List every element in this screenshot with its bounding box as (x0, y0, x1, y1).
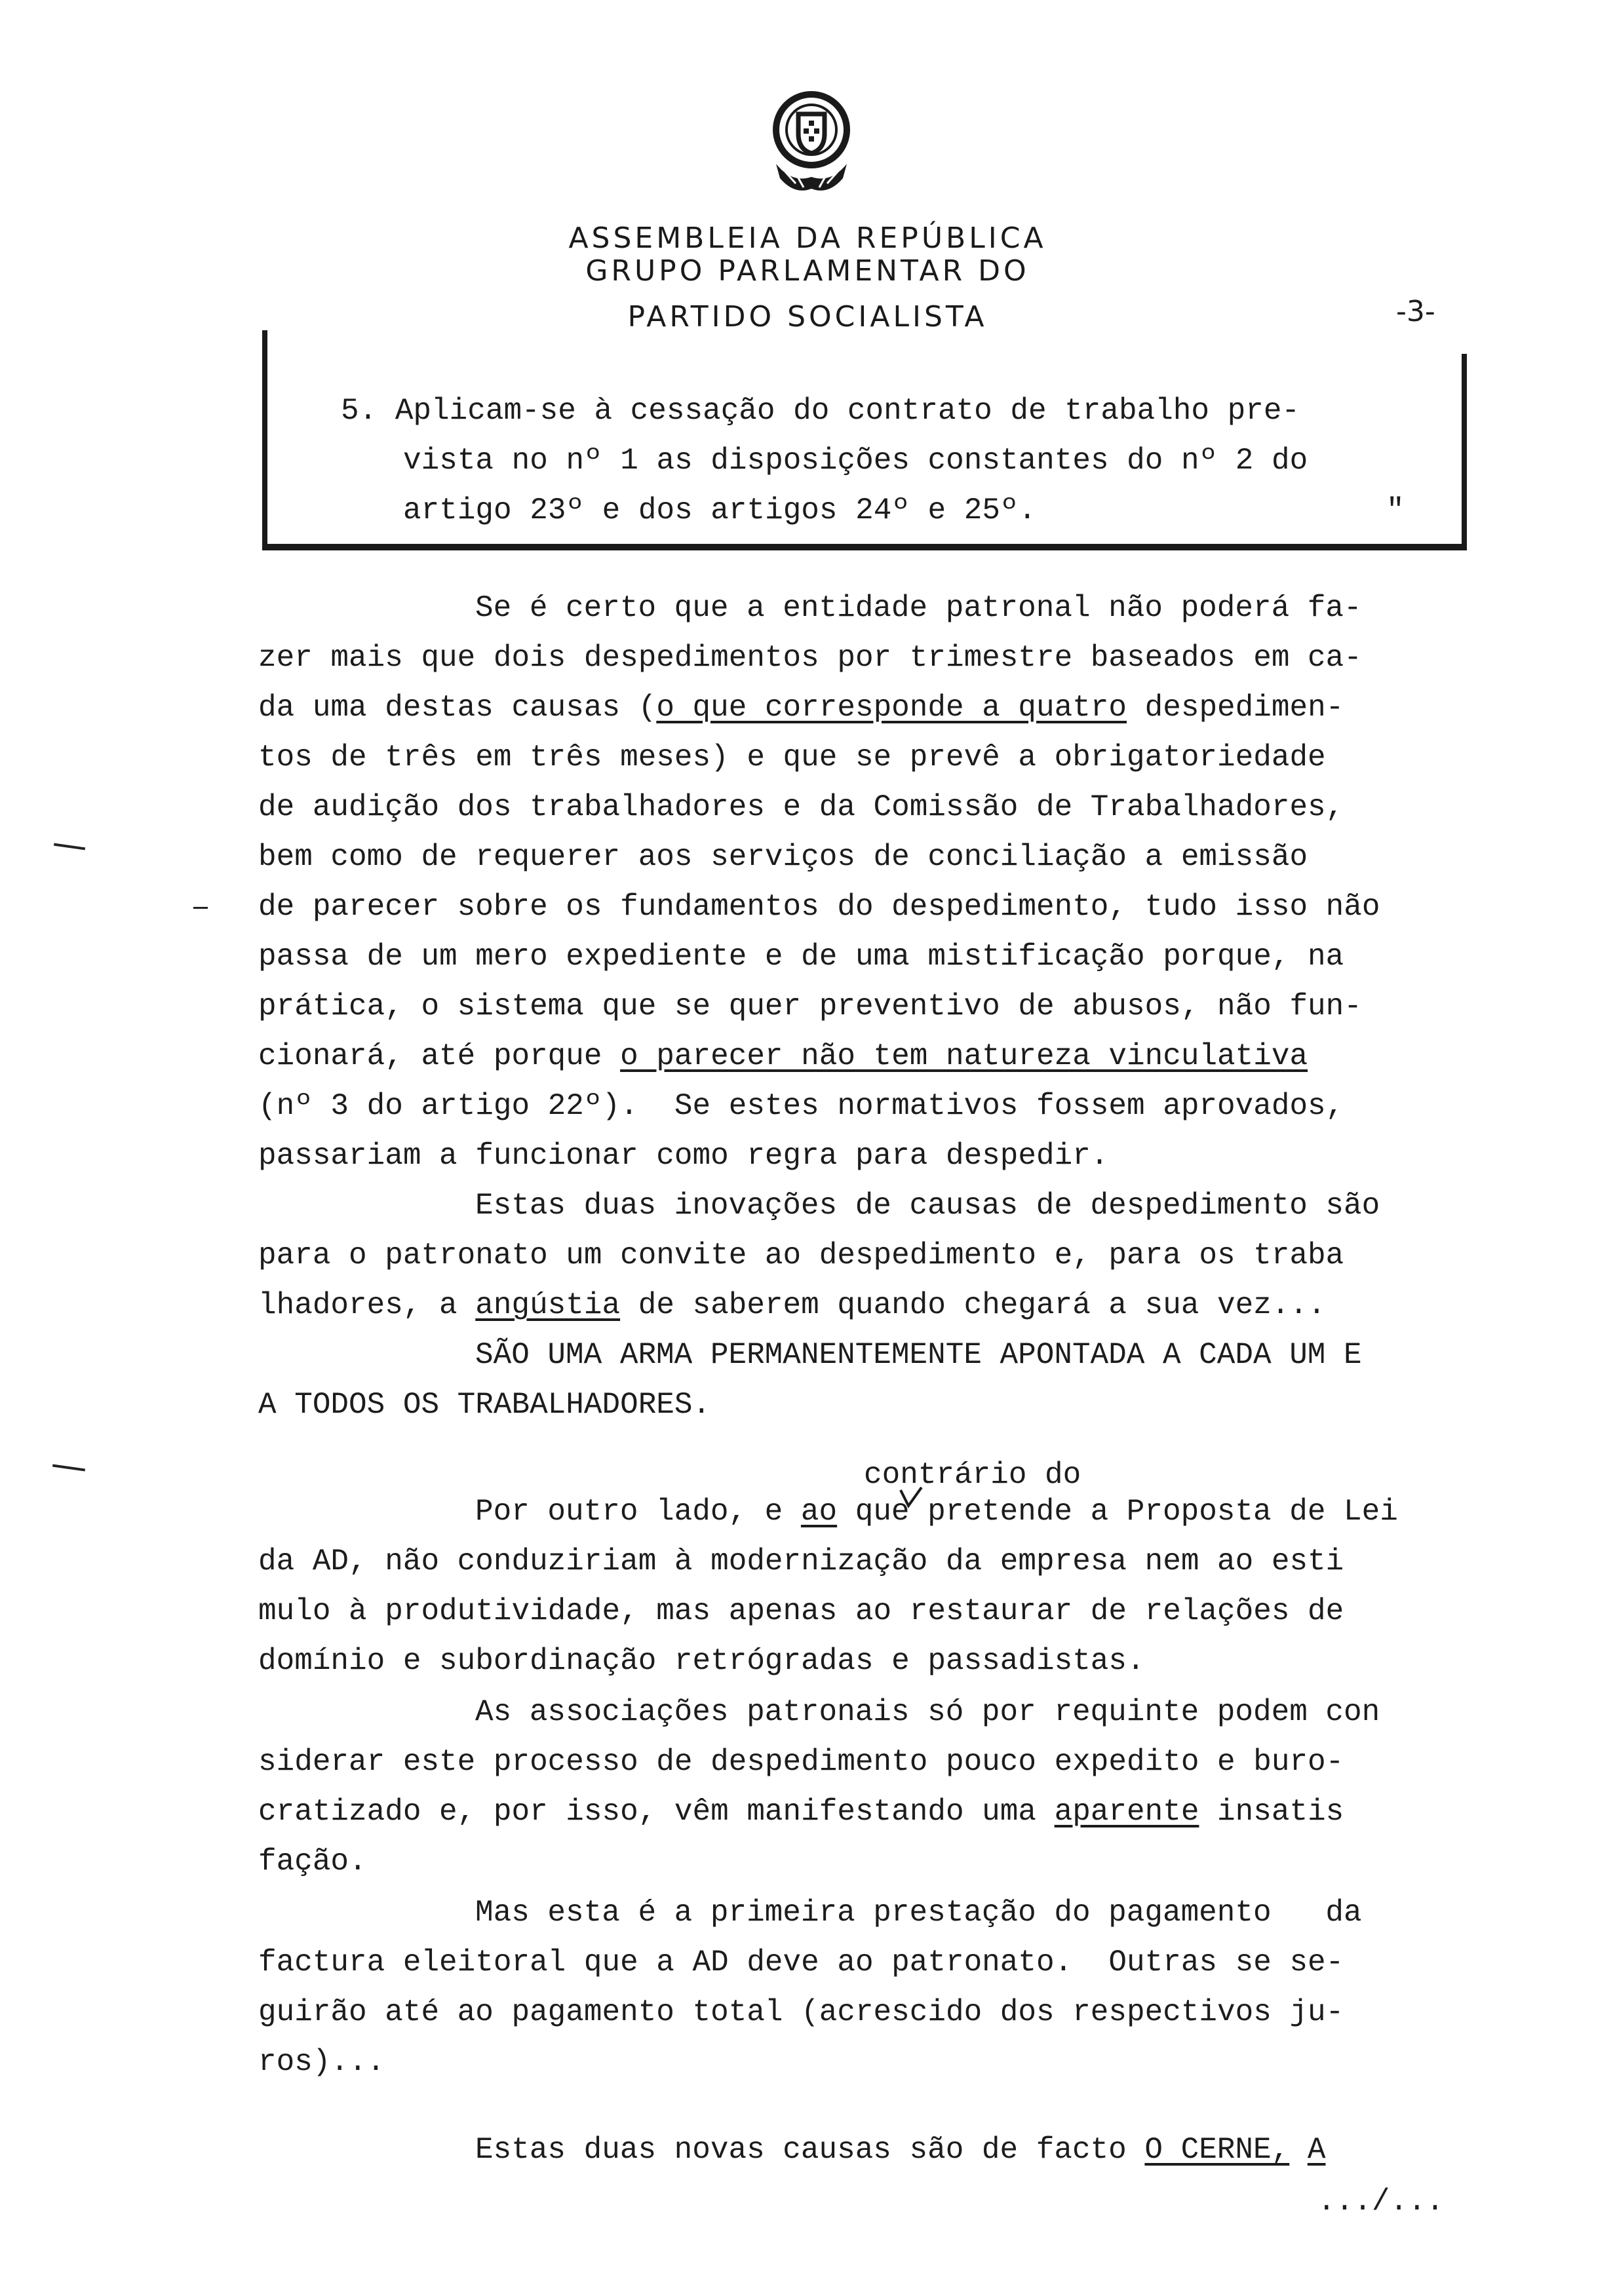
paragraph-line: siderar este processo de despedimento pouco expedito e buro- (258, 1745, 1344, 1779)
paragraph-line: tos de três em três meses) e que se prevê a obrigatoriedade (258, 740, 1326, 775)
paragraph-line: A TODOS OS TRABALHADORES. (258, 1388, 711, 1422)
paragraph-line: bem como de requerer aos serviços de conciliação a emissão (258, 840, 1308, 874)
coat-of-arms-icon (766, 85, 857, 200)
quote-line: vista no nº 1 as disposições constantes do nº 2 do (403, 444, 1308, 478)
paragraph-line: ros)... (258, 2045, 385, 2079)
underlined-phrase: o parecer não tem natureza vinculativa (620, 1039, 1308, 1073)
paragraph-line: Estas duas novas causas são de facto O CERNE, A (475, 2133, 1326, 2167)
paragraph-line: factura eleitoral que a AD deve ao patronato. Outras se se- (258, 1945, 1344, 1980)
margin-mark (54, 843, 85, 851)
underlined-word: aparente (1054, 1795, 1199, 1829)
paragraph-line: lhadores, a angústia de saberem quando chegará a sua vez... (258, 1288, 1326, 1322)
underlined-phrase: O CERNE, (1144, 2133, 1290, 2167)
margin-mark (52, 1464, 85, 1472)
paragraph-line: guirão até ao pagamento total (acrescido dos respectivos ju- (258, 1995, 1344, 2029)
paragraph-line: passa de um mero expediente e de uma mistificação porque, na (258, 940, 1344, 974)
paragraph-line: cratizado e, por isso, vêm manifestando uma aparente insatis (258, 1795, 1344, 1829)
quote-line: 5. Aplicam-se à cessação do contrato de trabalho pre- (341, 394, 1300, 428)
paragraph-line: fação. (258, 1845, 367, 1879)
paragraph-line: domínio e subordinação retrógradas e passadistas. (258, 1644, 1145, 1678)
paragraph-line: Estas duas inovações de causas de despedimento são (475, 1189, 1380, 1223)
paragraph-line: cionará, até porque o parecer não tem natureza vinculativa (258, 1039, 1308, 1073)
underlined-phrase: o que corresponde a quatro (656, 691, 1127, 725)
paragraph-line: para o patronato um convite ao despedimento e, para os traba (258, 1238, 1344, 1272)
paragraph-line: da AD, não conduziriam à modernização da empresa nem ao esti (258, 1544, 1344, 1578)
paragraph-line: Por outro lado, e ao que pretende a Proposta de Lei (475, 1495, 1398, 1529)
header-group-name: GRUPO PARLAMENTAR DO (585, 254, 1030, 288)
paragraph-line: As associações patronais só por requinte podem con (475, 1695, 1380, 1729)
paragraph-line: passariam a funcionar como regra para despedir. (258, 1139, 1109, 1173)
header-assembly-name: ASSEMBLEIA DA REPÚBLICA (568, 221, 1047, 255)
continuation-mark: .../... (1317, 2185, 1445, 2219)
quote-line: artigo 23º e dos artigos 24º e 25º. (403, 493, 1037, 527)
paragraph-line: de audição dos trabalhadores e da Comissão de Trabalhadores, (258, 790, 1344, 824)
paragraph-line: prática, o sistema que se quer preventivo de abusos, não fun- (258, 989, 1362, 1024)
header-party-name: PARTIDO SOCIALISTA (627, 300, 988, 334)
paragraph-line: (nº 3 do artigo 22º). Se estes normativos fossem aprovados, (258, 1089, 1344, 1123)
paragraph-line: Se é certo que a entidade patronal não poderá fa- (475, 591, 1362, 625)
paragraph-line: zer mais que dois despedimentos por trimestre baseados em ca- (258, 641, 1362, 675)
paragraph-line: da uma destas causas (o que corresponde a quatro despedimen- (258, 691, 1344, 725)
underlined-word: angústia (475, 1288, 621, 1322)
inserted-text: contrário do (864, 1458, 1081, 1492)
underlined-word: A (1307, 2133, 1326, 2167)
paragraph-line: mulo à produtividade, mas apenas ao restaurar de relações de (258, 1594, 1344, 1628)
underlined-word: ao (800, 1495, 838, 1529)
margin-mark (193, 907, 208, 909)
quote-closing-mark: " (1386, 493, 1405, 527)
paragraph-line: SÃO UMA ARMA PERMANENTEMENTE APONTADA A CADA UM E (475, 1338, 1362, 1372)
paragraph-line: Mas esta é a primeira prestação do pagamento da (475, 1896, 1362, 1930)
page-number: -3- (1396, 295, 1435, 328)
paragraph-line: de parecer sobre os fundamentos do despedimento, tudo isso não (258, 890, 1380, 924)
